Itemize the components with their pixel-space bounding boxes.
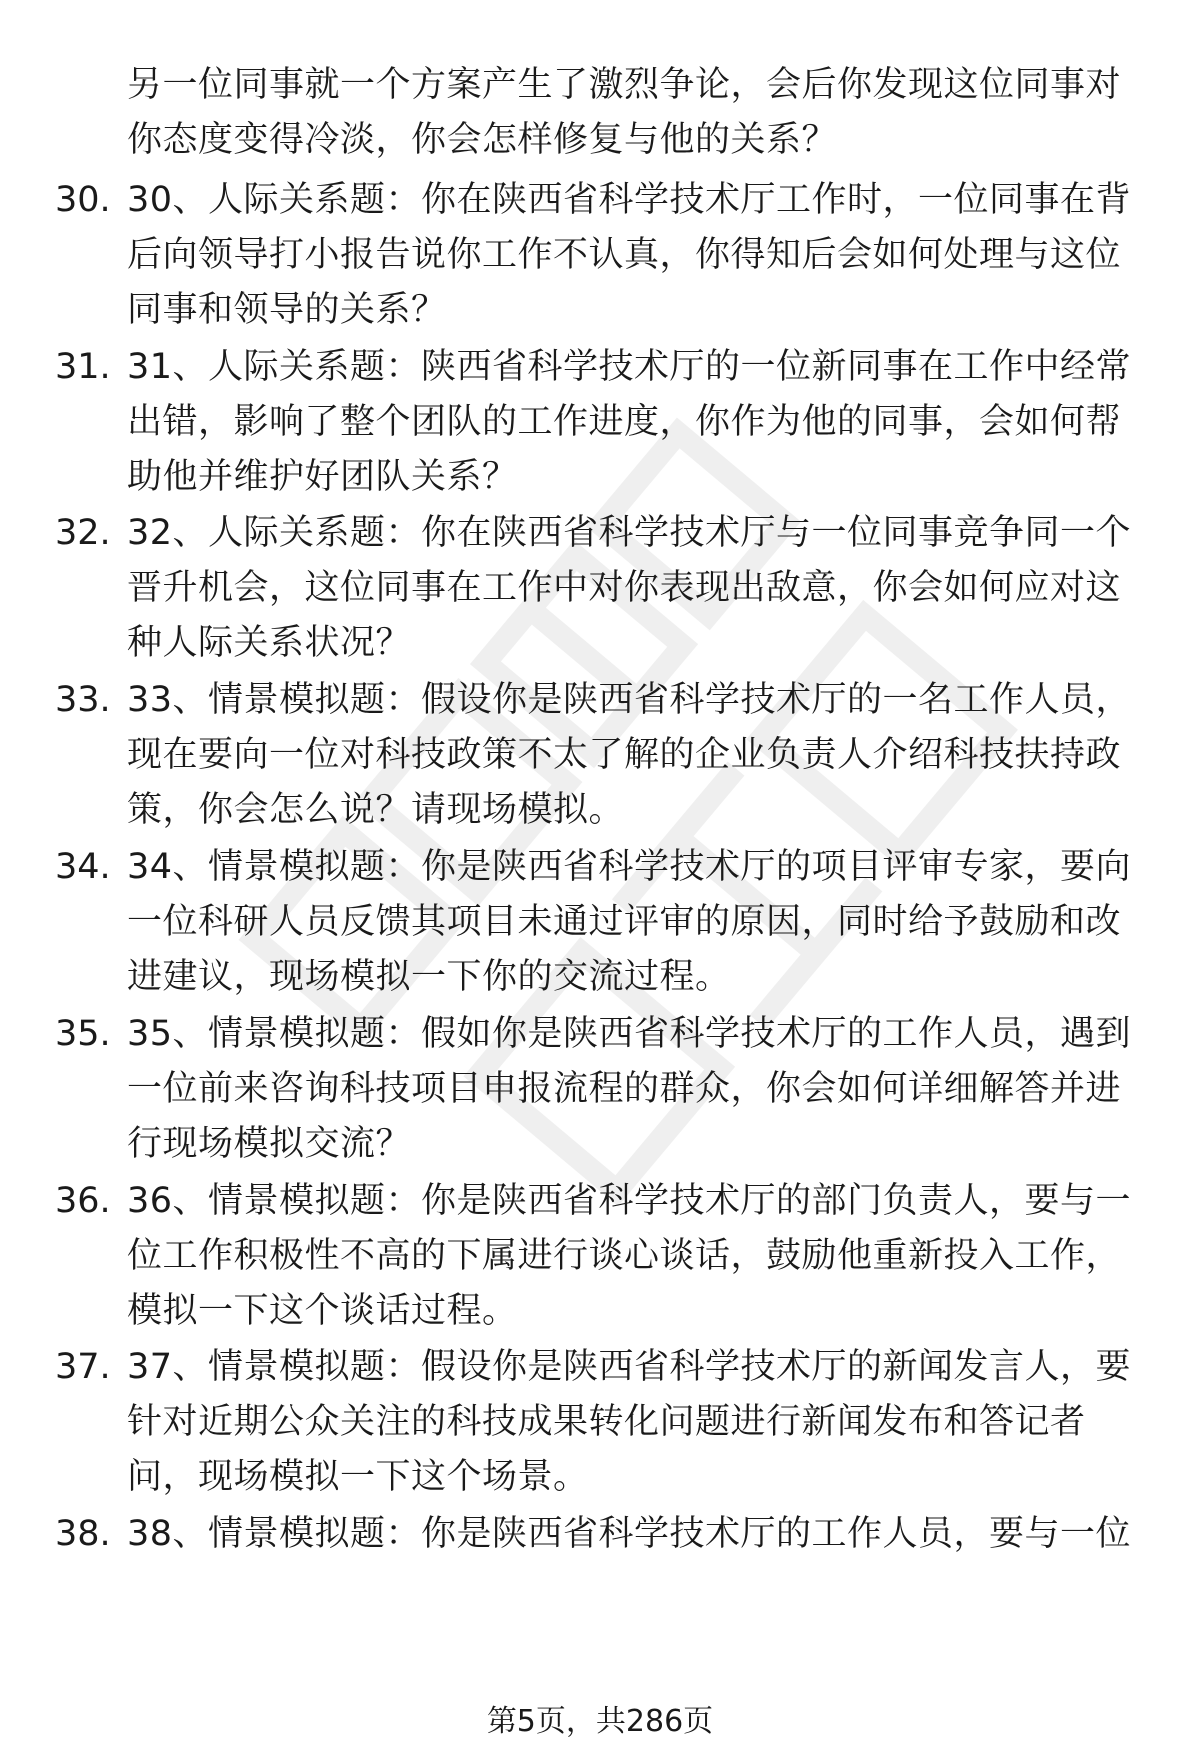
- question-number: 38.: [55, 1514, 111, 1554]
- question-number: 33.: [55, 680, 111, 720]
- question-number: 32.: [55, 513, 111, 553]
- question-text: 35、情景模拟题：假如你是陕西省科学技术厅的工作人员，遇到一位前来咨询科技项目申报流程的群众，你会如何详细解答并进行现场模拟交流？: [127, 1014, 1132, 1164]
- question-number: 36.: [55, 1181, 111, 1221]
- question-text: 37、情景模拟题：假设你是陕西省科学技术厅的新闻发言人，要针对近期公众关注的科技成果转化问题进行新闻发布和答记者问，现场模拟一下这个场景。: [127, 1347, 1132, 1497]
- question-text: 30、人际关系题：你在陕西省科学技术厅工作时，一位同事在背后向领导打小报告说你工作不认真，你得知后会如何处理与这位同事和领导的关系？: [127, 180, 1132, 330]
- question-number: 30.: [55, 180, 111, 220]
- question-text: 36、情景模拟题：你是陕西省科学技术厅的部门负责人，要与一位工作积极性不高的下属进行谈心谈话，鼓励他重新投入工作，模拟一下这个谈话过程。: [127, 1181, 1132, 1331]
- page-footer: 第5页，共286页: [486, 1704, 714, 1739]
- question-text: 32、人际关系题：你在陕西省科学技术厅与一位同事竞争同一个晋升机会，这位同事在工作中对你表现出敌意，你会如何应对这种人际关系状况？: [127, 513, 1132, 663]
- question-number: 31.: [55, 347, 111, 387]
- question-text: 38、情景模拟题：你是陕西省科学技术厅的工作人员，要与一位: [127, 1514, 1132, 1554]
- question-text: 34、情景模拟题：你是陕西省科学技术厅的项目评审专家，要向一位科研人员反馈其项目未通过评审的原因，同时给予鼓励和改进建议，现场模拟一下你的交流过程。: [127, 847, 1132, 997]
- question-text: 33、情景模拟题：假设你是陕西省科学技术厅的一名工作人员，现在要向一位对科技政策不太了解的企业负责人介绍科技扶持政策，你会怎么说？请现场模拟。: [127, 680, 1132, 830]
- question-text: 31、人际关系题：陕西省科学技术厅的一位新同事在工作中经常出错，影响了整个团队的工作进度，你作为他的同事，会如何帮助他并维护好团队关系？: [127, 347, 1132, 497]
- question-number: 37.: [55, 1347, 111, 1387]
- continued-question-text: 另一位同事就一个方案产生了激烈争论，会后你发现这位同事对你态度变得冷淡，你会怎样修复与他的关系？: [127, 65, 1122, 160]
- question-number: 35.: [55, 1014, 111, 1054]
- question-number: 34.: [55, 847, 111, 887]
